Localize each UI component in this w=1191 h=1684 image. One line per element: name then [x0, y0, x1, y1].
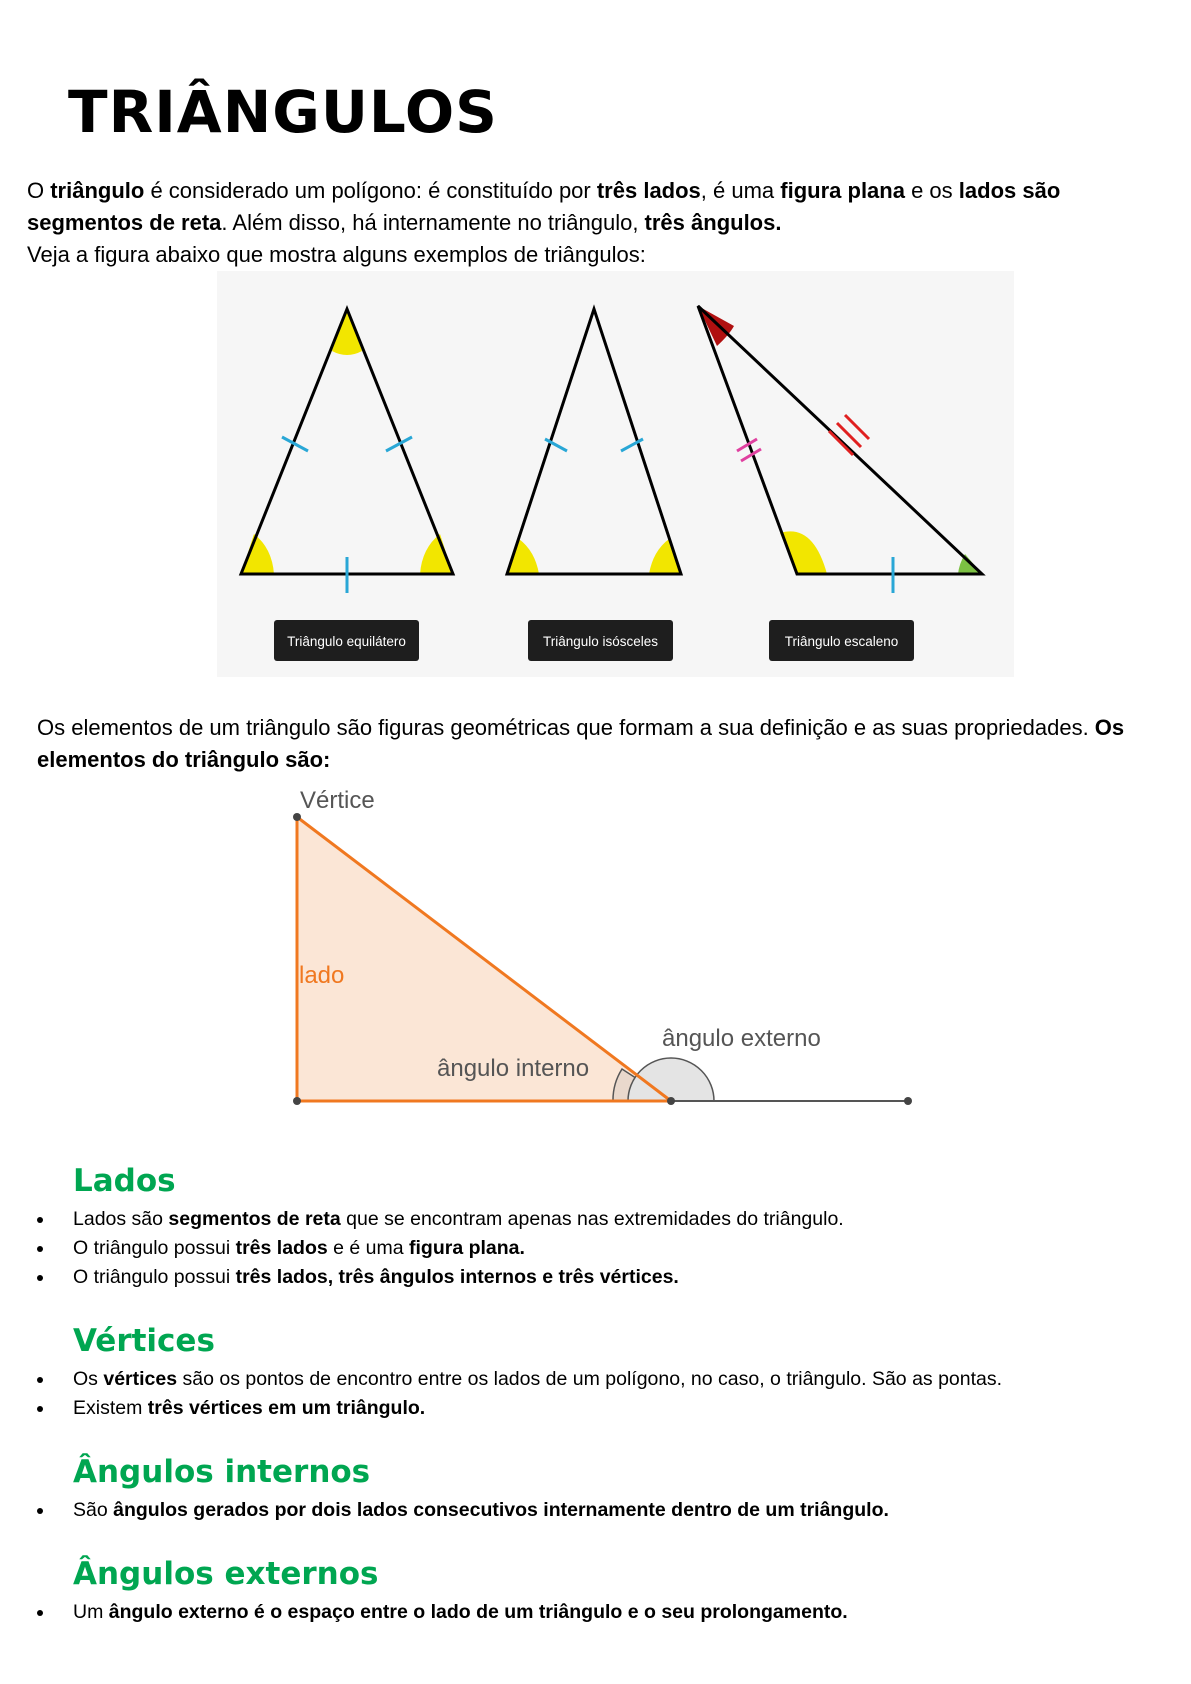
equilateral-triangle — [241, 309, 453, 593]
section-vertices — [37, 1323, 1167, 1423]
intro-text-2: é considerado um polígono: é constituído por — [144, 178, 597, 203]
text: Lados são — [73, 1208, 169, 1230]
bold-text: figura plana. — [409, 1237, 525, 1259]
intro-text-4: e os — [904, 178, 959, 203]
intro-paragraph — [27, 175, 1177, 271]
triangle-elements-svg — [270, 785, 930, 1110]
side-label: lado — [299, 962, 345, 989]
bold-text: três lados — [235, 1237, 328, 1259]
label-equilateral — [274, 620, 419, 661]
scalene-triangle — [698, 306, 982, 593]
intro-text-5: . Além disso, há internamente no triângulo, — [221, 210, 645, 235]
label-scalene-text: Triângulo escaleno — [784, 634, 899, 649]
text: O triângulo possui — [73, 1266, 236, 1288]
list-item — [37, 1365, 1167, 1394]
page-title: TRIÂNGULOS — [68, 78, 498, 146]
bold-text: três vértices em um triângulo. — [147, 1397, 426, 1419]
isosceles-outline — [507, 309, 681, 574]
text: Os — [73, 1368, 104, 1390]
intro-bold-3: figura plana — [780, 178, 905, 203]
bold-text: ângulo externo é o espaço entre o lado de um triângulo e o seu prolongamento. — [108, 1601, 848, 1623]
endpoint — [904, 1097, 912, 1105]
list-internos — [37, 1496, 1167, 1525]
list-item — [37, 1234, 1167, 1263]
label-equilateral-text: Triângulo equilátero — [287, 634, 406, 649]
intro-text-3: , é uma — [700, 178, 781, 203]
vertex-point — [667, 1097, 675, 1105]
intro-text-1: O — [27, 178, 51, 203]
list-vertices — [37, 1365, 1167, 1423]
internal-angle-label: ângulo interno — [437, 1055, 590, 1082]
triangle-elements-figure — [270, 785, 930, 1110]
vertex-point — [293, 1097, 301, 1105]
text: São — [73, 1499, 114, 1521]
label-scalene — [769, 620, 914, 661]
section-angulos-externos — [37, 1556, 1167, 1627]
list-item — [37, 1263, 1167, 1292]
triangle-types-figure — [217, 271, 1014, 677]
bold-text: três lados, três ângulos internos e três vértices. — [235, 1266, 679, 1288]
intro-bold-2: três lados — [596, 178, 701, 203]
intro-bold-4: lados são segmentos de reta — [27, 178, 1061, 235]
text: são os pontos de encontro entre os lados de um polígono, no caso, o triângulo. São as pontas. — [177, 1368, 1003, 1390]
bold-text: segmentos de reta — [168, 1208, 341, 1230]
triangle-types-svg — [217, 271, 1014, 677]
intro-line-2: Veja a figura abaixo que mostra alguns exemplos de triângulos: — [27, 242, 646, 267]
vertex-point — [293, 813, 301, 821]
list-item — [37, 1496, 1167, 1525]
section-title-vertices: Vértices — [73, 1323, 215, 1359]
list-lados — [37, 1205, 1167, 1292]
section-title-internos: Ângulos internos — [73, 1454, 371, 1490]
elements-bold-1: Os elementos do triângulo são: — [37, 715, 1125, 772]
bold-text: ângulos gerados por dois lados consecutivos internamente dentro de um triângulo. — [113, 1499, 889, 1521]
label-isosceles-text: Triângulo isósceles — [542, 634, 659, 649]
section-title-lados: Lados — [73, 1163, 176, 1199]
angle-mark-left — [241, 534, 274, 574]
elements-text-1: Os elementos de um triângulo são figuras geométricas que formam a sua definição e as suas propriedades. — [37, 715, 1095, 740]
elements-paragraph — [37, 712, 1157, 776]
elements-text — [37, 712, 1157, 776]
section-lados — [37, 1163, 1167, 1292]
list-item — [37, 1394, 1167, 1423]
vertex-label: Vértice — [300, 787, 375, 814]
text: O triângulo possui — [73, 1237, 236, 1259]
angle-mark-left — [780, 531, 827, 574]
text: que se encontram apenas nas extremidades do triângulo. — [340, 1208, 844, 1230]
isosceles-triangle — [507, 309, 681, 574]
list-item — [37, 1598, 1167, 1627]
section-angulos-internos — [37, 1454, 1167, 1525]
external-angle-label: ângulo externo — [662, 1025, 821, 1052]
intro-bold-5: três ângulos. — [644, 210, 782, 235]
text: Um — [73, 1601, 109, 1623]
list-item — [37, 1205, 1167, 1234]
text: Existem — [73, 1397, 148, 1419]
text: e é uma — [327, 1237, 410, 1259]
intro-bold-1: triângulo — [50, 178, 145, 203]
section-title-externos: Ângulos externos — [73, 1556, 379, 1592]
bold-text: vértices — [103, 1368, 178, 1390]
intro-text — [27, 175, 1177, 239]
label-isosceles — [528, 620, 673, 661]
list-externos — [37, 1598, 1167, 1627]
angle-mark-right — [420, 534, 453, 574]
